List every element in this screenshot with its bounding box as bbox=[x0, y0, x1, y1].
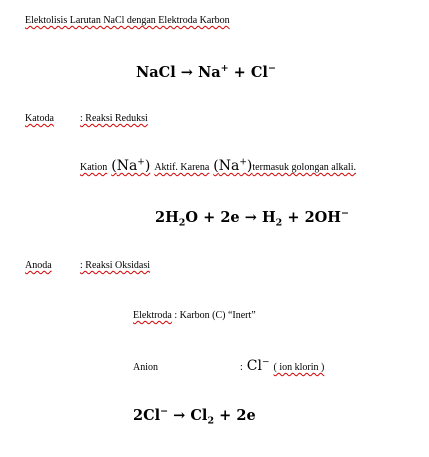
cathode-note bbox=[80, 157, 356, 175]
note-suffix: termasuk golongan alkali. bbox=[252, 162, 356, 173]
cathode-reaction-type: : Reaksi Reduksi bbox=[80, 113, 148, 124]
note-prefix: Kation bbox=[80, 162, 108, 173]
electrode-label: Elektroda bbox=[133, 310, 172, 321]
dissociation-equation: NaCl → Na+ + Cl− bbox=[136, 63, 276, 81]
anode-reaction-type: : Reaksi Oksidasi bbox=[80, 260, 150, 271]
anion-name: ( ion klorin ) bbox=[273, 362, 325, 373]
cation-ion: (Na+) bbox=[111, 157, 151, 174]
cation-ion-repeat: (Na+) bbox=[213, 157, 253, 174]
anode-equation: $2Cl^- \to Cl_2 + 2e$ bbox=[133, 406, 256, 427]
note-mid: Aktif. Karena bbox=[154, 162, 210, 173]
electrode-line bbox=[133, 310, 256, 321]
anion-label: Anion bbox=[133, 362, 158, 373]
electrode-value: : Karbon (C) “Inert” bbox=[174, 310, 256, 321]
anode-label: Anoda bbox=[25, 260, 52, 271]
document-title: Elektolisis Larutan NaCl dengan Elektroda Karbon bbox=[25, 15, 230, 26]
cathode-equation: $2H_2O + 2e \to H_2 + 2OH^-$ bbox=[155, 208, 349, 229]
anion-line: : Cl− ( ion klorin ) bbox=[240, 357, 325, 374]
cathode-label: Katoda bbox=[25, 113, 54, 124]
anion-ion: Cl− bbox=[246, 357, 270, 374]
